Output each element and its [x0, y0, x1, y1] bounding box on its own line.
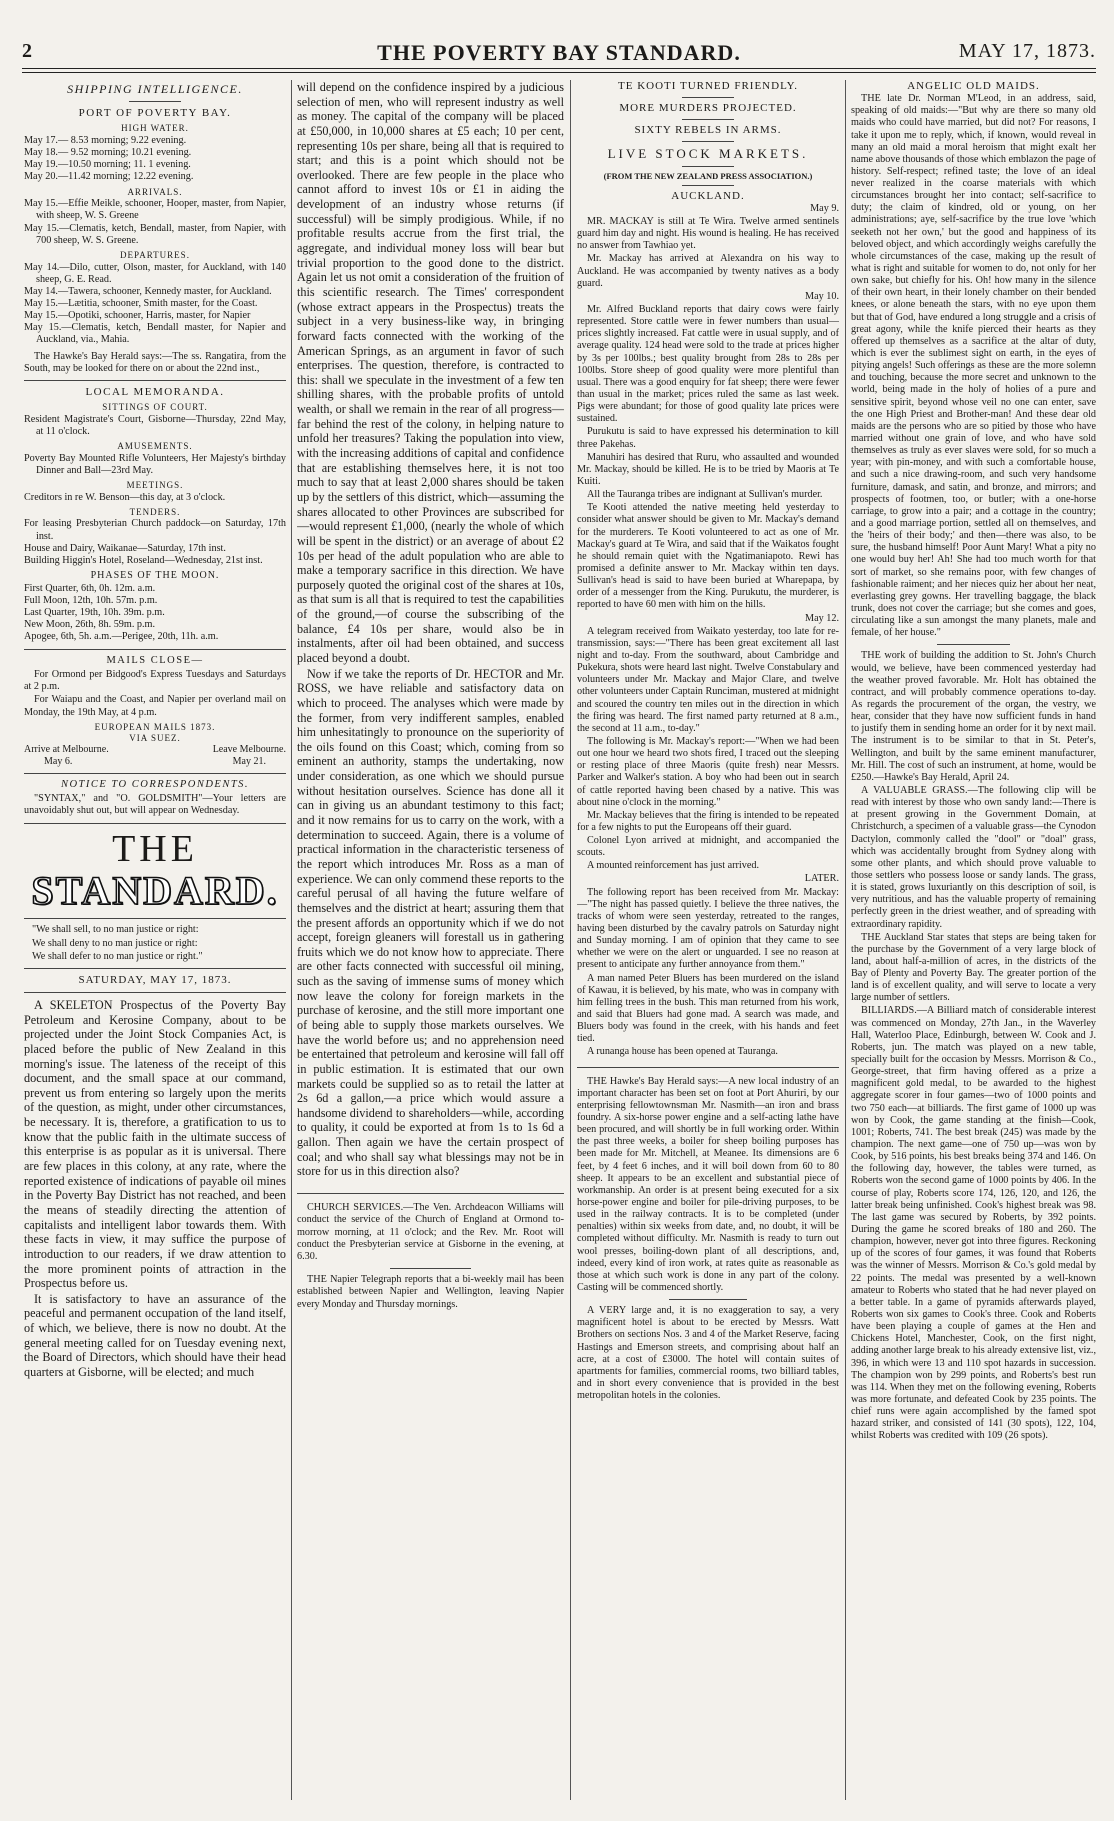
the-title: THE — [112, 827, 198, 870]
land-paragraph: THE Auckland Star states that steps are being taken for the purchase by the Government of a very large block of land, about half-a-million of acres, in the districts of the Bay of Plenty and Poverty Bay. The greater portion of the land is of excellent quality, and will serve to locate a very large number of settlers. — [851, 931, 1096, 1004]
amusements-text: Poverty Bay Mounted Rifle Volunteers, Her Majesty's birthday Dinner and Ball—23rd May. — [24, 452, 286, 476]
headline: LIVE STOCK MARKETS. — [607, 146, 809, 162]
moon-entry: Apogee, 6th, 5h. a.m.—Perigee, 20th, 11h. a.m. — [24, 631, 219, 643]
news-paragraph: Purukutu is said to have expressed his determination to kill three Pakehas. — [577, 426, 839, 450]
departure-entry: May 14.—Tawera, schooner, Kennedy master, for Auckland. — [24, 285, 272, 297]
foundry-paragraph: THE Hawke's Bay Herald says:—A new local industry of an important character has been set on foot at Port Ahuriri, by our enterprising fellowtownsman Mr. Nasmith—an iron and brass foundry. A six-horse power engine and a self-acting lathe have been procured, and will shortly be in full working order. Within the past three weeks, a boiler for sheep boiling purposes has been made for Mr. Mitchell, at Meanee. Its dimensions are 6 feet, by 4 feet 6 inches, and it will boil down from 60 to 80 sheep. It appears to be an excellent and substantial piece of workmanship. An order is at present being executed for a six horse-power engine and boiler for pile-driving purposes, to be used in the railway contracts. It is to be completed (under penalties) within six weeks from date, and, no doubt, it will be completed without difficulty. Mr. Nasmith is ready to turn out wool presses, boiling-down plant of all descriptions, and, indeed, every kind of iron work, at rates quite as reasonable as those at which such work is done in any part of the colony. Casting will be commenced shortly. — [577, 1075, 839, 1293]
tender-entry: For leasing Presbyterian Church paddock—on Saturday, 17th inst. — [24, 518, 286, 542]
high-water-row: May 18.— 9.52 morning; 10.21 evening. — [24, 147, 192, 159]
moon-entry: First Quarter, 6th, 0h. 12m. a.m. — [24, 582, 156, 594]
motto-line: We shall deny to no man justice or right: — [32, 937, 198, 949]
top-rule-2 — [22, 72, 1096, 73]
news-paragraph: A mounted reinforcement has just arrived. — [587, 860, 760, 872]
later-heading: LATER. — [804, 873, 839, 885]
church-services: CHURCH SERVICES.—The Ven. Archdeacon Williams will conduct the service of the Church of England at Ormond to-morrow morning, at 11 o'clock; and the Rev. Mr. Root will conduct the Presbyterian service at Gisborne in the evening, at 6.30. — [297, 1202, 564, 1262]
hotel-paragraph: A VERY large and, it is no exaggeration to say, a very magnificent hotel is about to be erected by Messrs. Watt Brothers on sections Nos. 3 and 4 of the Market Reserve, facing Hastings and Emerson streets, and comprising about half an acre, at a cost of £3000. The hotel will contain suites of apartments for families, commercial rooms, two billiard tables, and in short every convenience that is provided in the best metropolitan hotels in the colonies. — [577, 1305, 839, 1402]
mail-entry: For Waiapu and the Coast, and Napier per overland mail on Monday, the 19th May, at 4 p.m. — [24, 694, 286, 718]
news-paragraph: Colonel Lyon arrived at midnight, and accompanied the scouts. — [577, 835, 839, 859]
leave-label: Leave Melbourne. — [212, 744, 286, 756]
sittings-title: SITTINGS OF COURT. — [102, 401, 208, 412]
news-paragraph: A man named Peter Bluers has been murdered on the island of Kawau, it is believed, by his mate, who was in company with him felling trees in the bush. This man returned from his work, and said that Bluers had gone mad. A search was made, and Bluers body was found in the creek, with his hands and feet tied. — [577, 972, 839, 1045]
tender-entry: House and Dairy, Waikanae—Saturday, 17th inst. — [24, 542, 226, 554]
paper-title: THE POVERTY BAY STANDARD. — [377, 40, 741, 65]
divider — [24, 992, 286, 993]
tenders-title: TENDERS. — [129, 506, 181, 517]
divider — [24, 823, 286, 824]
moon-entry: Last Quarter, 19th, 10h. 39m. p.m. — [24, 607, 165, 619]
meetings-text: Creditors in re W. Benson—this day, at 3 o'clock. — [24, 491, 226, 503]
port-title: PORT OF POVERTY BAY. — [78, 107, 232, 120]
divider — [24, 380, 286, 381]
memoranda-title: LOCAL MEMORANDA. — [85, 385, 225, 398]
divider — [682, 141, 734, 142]
news-paragraph: MR. MACKAY is still at Te Wira. Twelve armed sentinels guard him day and night. His wound is healing. He has received no answer from Tawhiao yet. — [577, 216, 839, 252]
masthead-date: MAY 17, 1873. — [958, 40, 1096, 62]
divider — [390, 1268, 470, 1269]
news-paragraph: Mr. Mackay believes that the firing is intended to be repeated for a few nights to put the Europeans off their guard. — [577, 809, 839, 833]
page-number: 2 — [22, 40, 32, 62]
divider — [937, 644, 1011, 645]
arrival-entry: May 15.—Effie Meikle, schooner, Hooper, master, from Napier, with sheep, W. S. Greene — [24, 198, 286, 222]
leave-date: May 21. — [232, 755, 266, 767]
leader-continuation: will depend on the confidence inspired by a judicious selection of men, who will represent industry as well as money. The capital of the company will be placed at £50,000, in 10,000 shares at £5 each; 10 per cent, representing 10s per share, being all that is required to start; and this is a point which should not be overlooked. There are few people in the place who cannot afford to invest 10s or £1 in aiding the development of an industry whose returns (if successful) will be simply prodigious. While, if no profitable results accrue from the first trial, the aggregate, and individual money loss will bear but trivial proportion to the good done to the district. Again let us not omit a consideration of the fruition of this scientific research. The Times' correspondent (whose extract appears in the Prospectus) treats the subject in a very business-like way, in bringing forward facts connected with the working of the American Springs, as an argument in favor of such enterprises. The question, therefore, is contracted to this: shall we speculate in the investment of a few ten shilling shares, with the probable profits of untold wealth, or shall we remain in the rear of all progress—far behind the rest of the colony, in helping nature to unfold her treasures? Taking the population into view, with the increasing additions of capital and confidence that are establishing themselves here, it is not too much to say that at least 2,000 shares should be taken up by the settlers of this district, which—assuming the shares allocated to other Provinces are subscribed for—would represent £1,000, (nearly the whole of which will be spent in the district) or an average of about £2 10s per head of the adult population who are able to make a temporary sacrifice in this direction. We have purposely quoted the original cost of the shares at 10s, as that sum is all that is required to test the capabilities of the ground,—of course the subscribing of the balance, £4 10s per share, would also be in instalments, after oil had been obtained, and success placed beyond a doubt. — [297, 80, 564, 665]
motto-line: We shall defer to no man justice or right." — [32, 950, 203, 962]
tender-entry: Building Higgin's Hotel, Roseland—Wednesday, 21st inst. — [24, 554, 263, 566]
news-paragraph: All the Tauranga tribes are indignant at Sullivan's murder. — [587, 489, 823, 501]
divider — [682, 185, 734, 186]
auckland-dateline: AUCKLAND. — [671, 189, 745, 202]
notice-text: "SYNTAX," and "O. GOLDSMITH"—Your letters are unavoidably shut out, but will appear on Wednesday. — [24, 793, 286, 817]
news-paragraph: The following report has been received from Mr. Mackay:—"The night has passed quietly. I believe the three natives, the tracks of whom were seen yesterday, retreated to the ranges, having been disturbed by the cavalry patrols on Saturday night and Sunday morning. I am of opinion that they came to see whether we were on the alert or unguarded. I see no reason at present to anticipate any further annoyance from them." — [577, 886, 839, 971]
news-paragraph: A telegram received from Waikato yesterday, too late for re-transmission, says:—"There has been great excitement all last night and to-day. From the southward, about Cambridge and Pukekura, shots were heard last night. Twelve Constabulary and volunteers under Mr. Mackay and Major Clare, and twelve other volunteers under Captain Runciman, mustered at midnight and scoured the country ten miles out in the direction in which the firing was heard. The first named party returned at 8 a.m., the second at 11 a.m., to-day." — [577, 625, 839, 734]
moon-title: PHASES OF THE MOON. — [90, 570, 220, 581]
leader-paragraph: A SKELETON Prospectus of the Poverty Bay Petroleum and Kerosine Company, about to be projected under the Joint Stock Companies Act, is placed before the public of New Zealand in this morning's issue. The lateness of the receipt of this document, and the small space at our command, prevent us from entering so largely upon the merits of the question, as might, under other circumstances, be necessary. It is, therefore, a gratification to us to know that the public faith in the ultimate success of this enterprise is as popular as it is universal. There are few places in this colony, at any rate, where the reported existence of indications of payable oil mines in the Poverty Bay District has not reached, and been the means of steadily directing the attention of capitalists and intelligent labor towards them. With these facts in view, it may suffice the purpose of introduction to our readers, if we draw attention to the more prominent points of attraction in the Prospectus before us. — [24, 997, 286, 1291]
grass-paragraph: A VALUABLE GRASS.—The following clip will be read with interest by those who own sandy land:—There is at present growing in the Government Domain, at Christchurch, a specimen of a valuable grass—the Cynodon Dactylon, commonly called the "dool" or "doal" grass, which was accidentally brought from Sydney along with some other plants, and which should prove valuable to those settlers who possess loose or sandy lands. The grass, it is stated, grows luxuriantly on this description of soil, is very nutritious, and has the valuable property of remaining perfectly green in the driest weather, and of spreading with extraordinary rapidity. — [851, 784, 1096, 930]
departure-entry: May 15.—Lætitia, schooner, Smith master, for the Coast. — [24, 298, 258, 309]
shipping-title: SHIPPING INTELLIGENCE. — [67, 82, 243, 96]
news-paragraph: Manuhiri has desired that Ruru, who assaulted and wounded Mr. Mackay, should be killed. He is to be tried by Maoris at Te Kuiti. — [577, 451, 839, 487]
amusements-title: AMUSEMENTS. — [117, 440, 193, 451]
departure-entry: May 14.—Dilo, cutter, Olson, master, for Auckland, with 140 sheep, G. E. Read. — [24, 261, 286, 285]
mail-entry: For Ormond per Bidgood's Express Tuesdays and Saturdays at 2 p.m. — [24, 669, 286, 693]
divider — [24, 773, 286, 774]
departures-title: DEPARTURES. — [120, 249, 190, 260]
column-2 — [297, 80, 564, 1805]
high-water-row: May 17.— 8.53 morning; 9.22 evening. — [24, 135, 187, 147]
departure-entry: May 15.—Clematis, ketch, Bendall master, for Napier and Auckland, via., Mahia. — [24, 322, 286, 346]
divider — [129, 101, 181, 102]
departure-entry: May 15.—Opotiki, schooner, Harris, master, for Napier — [24, 310, 251, 322]
high-water-row: May 19.—10.50 morning; 11. 1 evening. — [24, 159, 191, 171]
meetings-title: MEETINGS. — [126, 479, 184, 490]
divider — [682, 97, 734, 98]
leader-paragraph: It is satisfactory to have an assurance of the peaceful and permanent occupation of the land itself, of which, we believe, there is now no doubt. At the general meeting called for on Tuesday evening next, the Board of Directors, which should have their head quarters at Gisborne, will be elected; and much — [24, 1291, 286, 1379]
headline: TE KOOTI TURNED FRIENDLY. — [618, 80, 798, 92]
telegraph-note: THE Napier Telegraph reports that a bi-weekly mail has been established between Napier and Wellington, leaving Napier every Monday and Thursday mornings. — [297, 1274, 564, 1310]
column-4 — [851, 80, 1096, 1805]
motto-line: "We shall sell, to no man justice or right: — [32, 924, 199, 936]
divider — [297, 1193, 564, 1194]
headline: SIXTY REBELS IN ARMS. — [634, 124, 782, 137]
sittings-text: Resident Magistrate's Court, Gisborne—Thursday, 22nd May, at 11 o'clock. — [24, 413, 286, 437]
moon-entry: New Moon, 26th, 8h. 59m. p.m. — [24, 619, 156, 631]
masthead — [22, 40, 1096, 65]
standard-title: STANDARD. — [31, 868, 279, 914]
divider — [682, 119, 734, 120]
mails-title: MAILS CLOSE— — [106, 654, 204, 666]
headline: MORE MURDERS PROJECTED. — [619, 102, 797, 115]
issue-date: SATURDAY, MAY 17, 1873. — [78, 973, 232, 986]
arrivals-title: ARRIVALS. — [127, 186, 183, 197]
column-divider — [570, 80, 571, 1800]
mail-table-row — [24, 756, 286, 768]
column-3 — [577, 80, 839, 1805]
divider — [24, 918, 286, 919]
news-paragraph: Mr. Alfred Buckland reports that dairy cows were fairly represented. Store cattle were in fewer numbers than usual—prices slightly increased. Fat cattle were in usual supply, and of average quality. 124 head were sold to the trade at prices higher by 3s per 100lbs.; best quality brought from 28s to 28s per 100lbs. Store sheep of good quality were more plentiful than usual. There was a good enquiry for fat sheep; there were fewer than usual in the market; prices ruled the same as last week. Pigs were abundant; for those of good quality late prices were sustained. — [577, 304, 839, 425]
date-may10: May 10. — [805, 290, 839, 302]
mail-table-header — [24, 744, 286, 756]
news-paragraph: Te Kooti attended the native meeting held yesterday to consider what answer should be given to Mr. Mackay's demand for the murderers. Te Kooti volunteered to act as one of Mr. Mackay's guard at Te Wira, and said that if the Waikatos fought he should remain quiet with the Ngatimaniapoto. Rewi has promised a definite answer to Mr. Mackay within ten days. Sullivan's head is said to have been buried at Wharepapa, by order of a messenger from the King. Purukutu, the murderer, is reported to have 60 men with him on the hills. — [577, 502, 839, 611]
divider — [669, 1299, 748, 1300]
moon-entry: Full Moon, 12th, 10h. 57m. p.m. — [24, 595, 158, 607]
arrival-entry: May 15.—Clematis, ketch, Bendall, master, from Napier, with 700 sheep, W. S. Greene. — [24, 222, 286, 246]
high-water-title: HIGH WATER. — [121, 123, 189, 134]
news-paragraph: Mr. Mackay has arrived at Alexandra on his way to Auckland. He was accompanied by twenty natives as a body guard. — [577, 253, 839, 289]
leader-paragraph: Now if we take the reports of Dr. HECTOR and Mr. ROSS, we have reliable and satisfactory data on which to proceed. The analyses which were made by the former, from very indifferent samples, enabled him unhesitatingly to pronounce on the superiority of the oils found on this Coast; which, coming from so eminent an authority, stamps the undertaking, now under consideration, as one which we should pursue without hesitation ourselves. Science has done all it can in giving us an abundant testimony to this fact; and it now remains for us to carry on the work, with a determination to succeed. Again, there is a volume of practical information in the characteristic terseness of the report which introduces Mr. Ross as a man of experience. We can only commend these reports to the careful perusal of all having the future welfare of themselves and the district at heart; assuring them that the present affords an opportunity which if we do not accept, foreign gleaners will forestall us in gathering fruits which we do not know how to appreciate. There are other facts connected with successful oil mining, such as the saving of immense sums of money which now leave the colony for foreign markets in the purchase of kerosine, and the still more important one of being able to supply those markets ourselves. We have the world before us; and no apprehension need be entertained that petroleum and kerosine will fall off in public estimation. It is estimated that our own markets could be supplied so as to retail the latter at 2s 6d a gallon,—a price which would assure a handsome dividend to shareholders—while, according to quality, it could be exported at from 1s to 1s 6d a gallon. Then again we have the certain prospect of coal; and who shall say what blessings may not be in store for us in this direction also? — [297, 666, 564, 1179]
news-paragraph: A runanga house has been opened at Tauranga. — [587, 1046, 778, 1058]
via-suez: VIA SUEZ. — [129, 733, 181, 744]
european-title: EUROPEAN MAILS 1873. — [94, 721, 216, 732]
notice-title: NOTICE TO CORRESPONDENTS. — [60, 778, 250, 790]
article-title: ANGELIC OLD MAIDS. — [907, 80, 1040, 92]
high-water-row: May 20.—11.42 morning; 12.22 evening. — [24, 171, 194, 183]
column-divider — [291, 80, 292, 1800]
news-paragraph: The following is Mr. Mackay's report:—"When we had been out one hour we heard two shots fired, I traced out the sleeping or resting place of three Maoris (quite fresh) near Messrs. Parker and Walker's station. A boy who had been out in search of cattle reported having been chased by a native. This was about nine o'clock in the morning." — [577, 735, 839, 808]
high-water-list — [24, 135, 286, 184]
church-paragraph: THE work of building the addition to St. John's Church would, we believe, have been commenced yesterday had the weather proved favorable. Mr. Holt has obtained the contract, and will probably commence operations to-day. As regards the procurement of the organ, the vestry, we hear, consider that they have now sufficient funds in hand to justify them in sending home an order for it by next mail. The instrument is to be similar to that in St. Peter's, Wellington, and built by the same eminent manufacturer, Mr. Hill. The cost of such an instrument, at home, would be £250.—Hawke's Bay Herald, April 24. — [851, 650, 1096, 783]
divider — [577, 1067, 839, 1068]
date-may9: May 9. — [810, 202, 839, 214]
divider — [682, 166, 734, 167]
top-rule — [22, 68, 1096, 69]
hawkes-note: The Hawke's Bay Herald says:—The ss. Rangatira, from the South, may be looked for there on or about the 22nd inst., — [24, 350, 286, 374]
arrive-label: Arrive at Melbourne. — [24, 744, 109, 756]
divider — [24, 649, 286, 650]
old-maids-paragraph: THE late Dr. Norman M'Leod, in an address, said, speaking of old maids:—"But why are there so many old maids who could have married, but did not? For reasons, I take it upon me to reply, which, if known, would reveal in many an old maid a moral heroism that might exalt her name above thousands of those which emblazon the page of history. Self-respect; refined taste; the love of an ideal never realized in the coarse materials with which circumstances brought her into contact; self-sacrifice to duty; the claim of kindred, old or young, on her administrations; aye, self-sacrifice by the true love 'which seeketh not her own,' but the good and happiness of its beloved object, and which accordingly weighs carefully the whole circumstances of the case, making up the result of what is right and suitable for women to do, not only for her own sake, but chiefly for his. Oh! how many in the silence of their own heart, in their lonely chamber on their bended knees, or alone beneath the stars, with no eye upon them but that of God, have endured a long struggle and a crisis of great agony, while the knife pierced their hearts as they offered up themselves as a sacrifice at the altar of duty, which is ever the sublimest sight on earth, in the eyes of pitying angels! Such offerings as these are the more solemn and touching, because the more secret and unknown to the world, being made in the holy of holies of a pure and sensitive spirit, beyond whose veil no one can enter, save the one High Priest and Brother-man! And these dear old maids are the persons who are so pitied by those who have married without one grain of love, and who have sold themselves as truly as ever slaves were sold, for so much a year; with pin-money, and with such a comfortable house, and such a nice drawing-room, and such very handsome furniture, damask, and satin, and bronze, and mirrors; and prospects of footmen, too, or butler; with a one-horse carriage, to grow into a pair; and a cottage in the country; and a good marriage portion, settled all on themselves, and the 'heirs of their body;' and then—there was also, to be sure, the husband himself! Poor Aunt Mary! What a pity no one would buy her! Ah! She had too much worth for that sort of market, so she remains poor, with few changes of fashionable raiment; and her nieces quiz her about her neat, everlasting grey gowns. Her travelling baggage, the black trunk, does not cover the carriage; but she comes and goes, circulating like a sun amongst the many planets, male and female, of her house." — [851, 93, 1096, 639]
column-divider — [845, 80, 846, 1800]
column-1 — [24, 80, 286, 1805]
divider — [24, 968, 286, 969]
billiards-paragraph: BILLIARDS.—A Billiard match of considerable interest was commenced on Monday, 27th Jan., in the Waverley Hall, Waterloo Place, Edinburgh, between W. Cook and J. Roberts, jun. The match was played on a new table, specially built for the occasion by Messrs. Morrison & Co., George-street, that firm having offered as a prize a magnificent gold medal, to be awarded to the highest aggregate scorer in four games—two of 1000 points and two 750 each—at billiards. The first game of 1000 up was won by Cook, the game standing at the finish—Cook, 1001; Roberts, 741. The best break (245) was made by the champion. The next game—one of 750 up—was won by Cook, by 516 points, his best breaks being 374 and 146. On the following day, however, the tables were turned, as Roberts won the second game of 1000 points by 406. In the course of play, Roberts score 174, 126, 120, and 126, the latter break being unfinished. Cook's highest break was 98. The last game was secured by Roberts, by 392 points. During the game he scored breaks of 180 and 260. The champion, however, never got into three figures. Reckoning up of the scores of four games, it was found that Roberts was the winner of Messrs. Morrison & Co.'s gold medal by 22 points. The medal was presented by a well-known amateur to Roberts who stated that he had never played on a better table. In a game of pyramids afterwards played, Roberts won six games to Cook's three. Cook and Roberts have been playing a couple of games at the Hen and Chickens Hotel, Manchester, Cook, on the first night, adding another large break to his already extensive list, viz., 396, in which were 13 and 110 spot hazards in succession. The champion won by 299 points, and Roberts's best run was 114. When they met on the following evening, Roberts was more fortunate, and defeated Cook by 235 points. The chief runs were again accomplished by the famed spot hazard striker, and consisted of 141 (30 spots), 122, 104, whilst Roberts was credited with 109 (26 spots). — [851, 1005, 1096, 1442]
arrive-date: May 6. — [44, 755, 73, 767]
date-may12: May 12. — [805, 612, 839, 624]
press-credit: (FROM THE NEW ZEALAND PRESS ASSOCIATION.) — [603, 170, 813, 181]
